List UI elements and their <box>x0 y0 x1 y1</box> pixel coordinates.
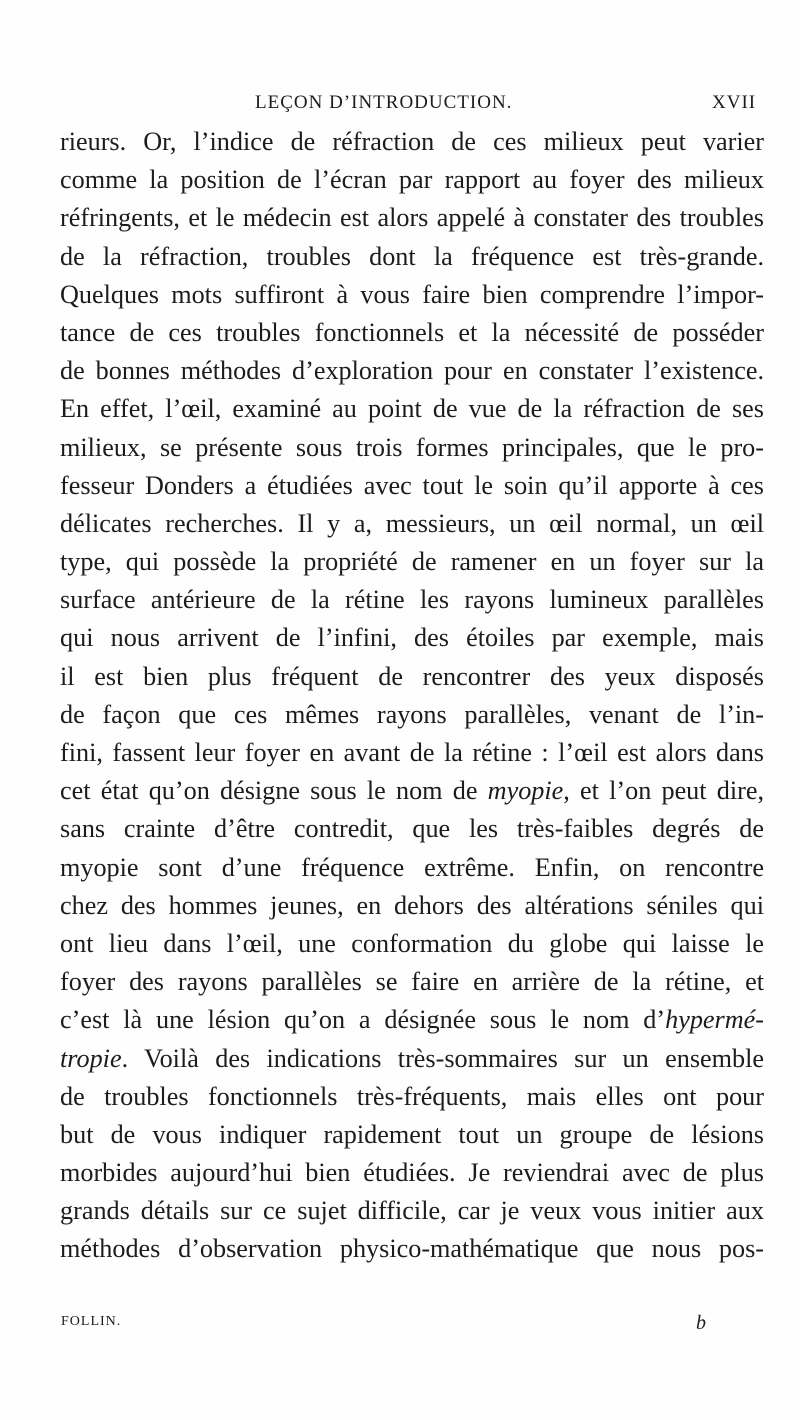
text-line: fesseur Donders a étudiées avec tout le soin qu’il apporte à ces <box>60 470 764 500</box>
page-footer <box>0 1314 800 1336</box>
text-line: fini, fassent leur foyer en avant de la rétine : l’œil est alors dans <box>60 738 764 767</box>
italic-term: hypermé- <box>665 1005 764 1035</box>
text-line: grands détails sur ce sujet difficile, car je veux vous initier aux <box>60 1196 764 1226</box>
text-line: surface antérieure de la rétine les rayons lumineux parallèles <box>60 585 764 615</box>
text-line: myopie sont d’une fréquence extrême. Enfin, on rencontre <box>60 852 764 882</box>
text-line: de troubles fonctionnels très-fréquents, mais elles ont pour <box>60 1081 764 1111</box>
text-line: comme la position de l’écran par rapport au foyer des milieux <box>60 165 764 195</box>
italic-term: tropie <box>60 1043 122 1073</box>
text-line: réfringents, et le médecin est alors appelé à constater des troubles <box>60 203 764 233</box>
italic-term: myopie <box>487 776 564 806</box>
running-head <box>0 92 800 118</box>
text-line: délicates recherches. Il y a, messieurs, un œil normal, un œil <box>60 508 764 538</box>
signature-mark: FOLLIN. <box>61 1314 122 1329</box>
text-line: chez des hommes jeunes, en dehors des altérations séniles qui <box>60 890 764 920</box>
text-line: type, qui possède la propriété de ramener en un foyer sur la <box>60 547 764 577</box>
text-line: tropie. Voilà des indications très-sommaires sur un ensemble <box>60 1043 764 1073</box>
text-line: de façon que ces mêmes rayons parallèles, venant de l’in- <box>60 699 764 729</box>
text-line: En effet, l’œil, examiné au point de vue de la réfraction de ses <box>60 394 764 424</box>
text-line: sans crainte d’être contredit, que les très-faibles degrés de <box>60 814 764 844</box>
text-line: méthodes d’observation physico-mathématique que nous pos- <box>60 1234 764 1264</box>
body-text <box>60 123 764 1269</box>
text-line: de la réfraction, troubles dont la fréquence est très-grande. <box>60 241 764 271</box>
text-line: tance de ces troubles fonctionnels et la nécessité de posséder <box>60 317 764 347</box>
text-line: cet état qu’on désigne sous le nom de myopie, et l’on peut dire, <box>60 776 765 806</box>
text-line: ont lieu dans l’œil, une conformation du globe qui laisse le <box>60 928 764 958</box>
text-line: morbides aujourd’hui bien étudiées. Je reviendrai avec de plus <box>60 1158 764 1188</box>
text-line: c’est là une lésion qu’on a désignée sous le nom d’hypermé- <box>60 1005 764 1035</box>
text-line: Quelques mots suffiront à vous faire bien comprendre l’impor- <box>60 279 764 309</box>
sheet-mark: b <box>696 1312 707 1334</box>
text-line: qui nous arrivent de l’infini, des étoiles par exemple, mais <box>60 623 764 653</box>
page-number: XVII <box>712 92 757 113</box>
text-line: de bonnes méthodes d’exploration pour en constater l’existence. <box>60 356 764 386</box>
running-title: LEÇON D’INTRODUCTION. <box>255 92 513 113</box>
text-line: foyer des rayons parallèles se faire en arrière de la rétine, et <box>60 967 764 997</box>
text-line: il est bien plus fréquent de rencontrer des yeux disposés <box>60 661 764 691</box>
text-line: rieurs. Or, l’indice de réfraction de ces milieux peut varier <box>60 127 764 156</box>
text-line: milieux, se présente sous trois formes principales, que le pro- <box>60 432 764 462</box>
text-line: but de vous indiquer rapidement tout un groupe de lésions <box>60 1119 764 1149</box>
